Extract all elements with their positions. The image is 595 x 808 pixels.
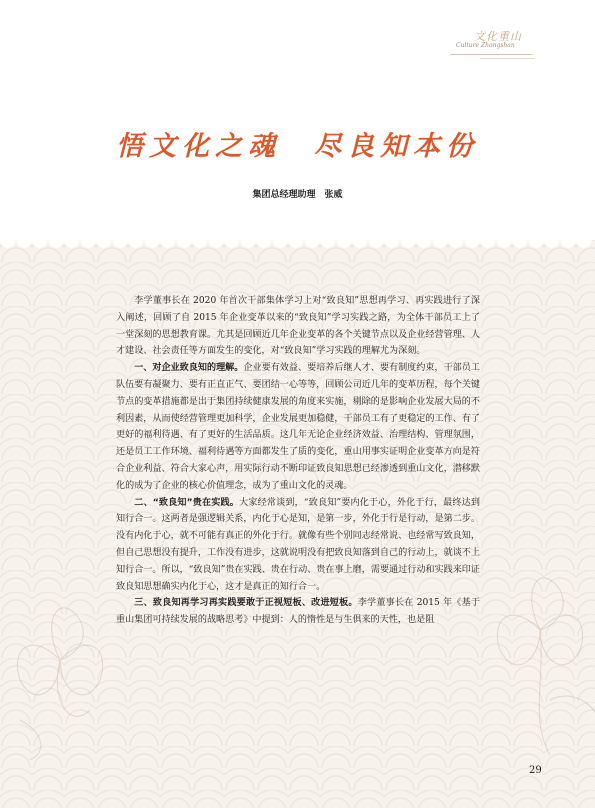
paragraph-4-text: 李学董事长在 2015 年《基于重山集团可持续发展的战略思考》中提到：人的惰性是与生俱来的天性，也是阻 xyxy=(116,598,480,626)
logo-english-text: Culture Zhongshan xyxy=(456,42,515,49)
decorative-flower-right xyxy=(470,520,595,760)
decorative-flower-left xyxy=(0,560,130,760)
paragraph-2-text: 企业要有效益、要培养后继人才、要有制度约束，干部员工队伍要有凝聚力、要有正直正气、要团结一心等等，回顾公司近几年的变革历程，每个关键节点的变革措施都是出于集团持续健康发展的角度来实施，剔除的是影响企业发展大局的不利因素，从而使经营管理更加科学，企业发展更加稳健，干部员工有了更稳定的工作、有了更好的福利待遇、有了更好的生活品质。这几年无论企业经济效益、治理结构、管理氛围，还是员工工作环境、福利待遇等方面都发生了质的变化，重山用事实证明企业变革方向是符合企业利益、符合大家心声，用实际行动不断印证致良知思想已经渗透到重山文化，潜移默化的成为了企业的核心价值理念，成为了重山文化的灵魂。 xyxy=(116,363,480,491)
article-title: 悟文化之魂 尽良知本份 xyxy=(116,131,479,162)
paragraph-2-lead: 一、对企业致良知的理解。 xyxy=(134,363,244,374)
logo-divider-secondary xyxy=(480,58,535,59)
paragraph-3-text: 大家经常谈到，“致良知”要内化于心，外化于行，最终达到知行合一。这两者是强逻辑关系，内化于心是知，是第一步，外化于行是行动，是第二步。没有内化于心，就不可能有真正的外化于行。就像有些个别同志经常说、也经常写致良知，但自己思想没有提升，工作没有进步，这就说明没有把致良知落到自己的行动上，就谈不上知行合一。所以，“致良知”贵在实践、贵在行动、贵在事上磨，需要通过行动和实践来印证致良知思想确实内化于心，这才是真正的知行合一。 xyxy=(116,497,480,592)
paragraph-4 xyxy=(116,595,480,629)
logo-chinese-text: 文化重山 xyxy=(474,30,522,43)
paragraph-2 xyxy=(116,360,480,494)
paragraph-3 xyxy=(116,495,480,596)
article-author: 集团总经理助理 张威 xyxy=(252,190,343,200)
paragraph-3-lead: 二、“致良知”贵在实践。 xyxy=(134,497,240,508)
article-body xyxy=(116,293,480,629)
scalloped-border xyxy=(0,232,595,250)
logo-divider xyxy=(450,54,532,55)
paragraph-1 xyxy=(116,293,480,360)
paragraph-1-text: 李学董事长在 2020 年首次干部集体学习上对“致良知”思想再学习、再实践进行了深入阐述，回顾了自 2015 年企业变革以来的“致良知”学习实践之路，为全体干部员工上了一堂深刻的思想教育课。尤其是回顾近几年企业变革的各个关键节点以及企业经营管理、人才建设、社会责任等方面发生的变化，对“致良知”学习实践的理解尤为深刻。 xyxy=(116,296,480,357)
paragraph-4-lead: 三、致良知再学习再实践要敢于正视短板、改进短板。 xyxy=(134,598,358,609)
page-number: 29 xyxy=(529,765,542,776)
magazine-logo xyxy=(450,28,570,68)
